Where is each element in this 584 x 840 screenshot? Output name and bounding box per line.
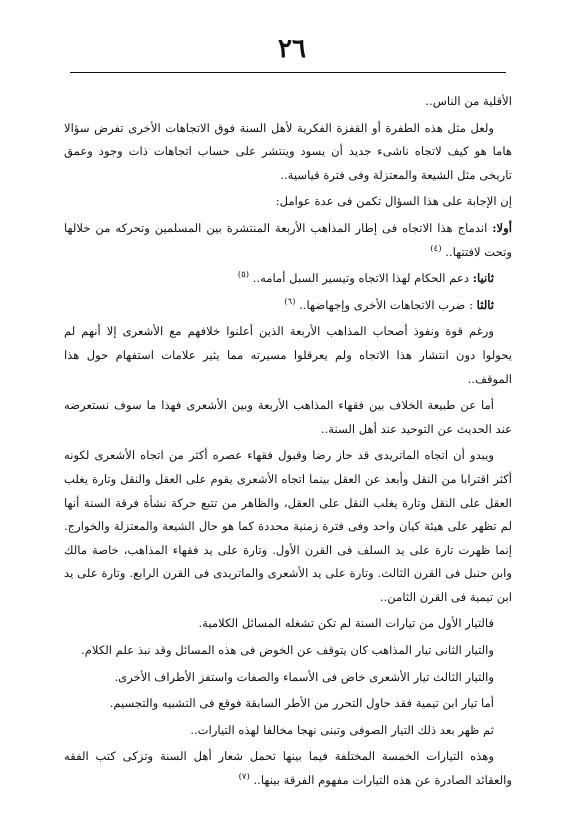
footnote-marker: (٦) [284,296,296,307]
paragraph-text: أما عن طبيعة الخلاف بين فقهاء المذاهب الأربعة وبين الأشعرى فهذا ما سوف نستعرضه عند الحديث عن التوحيد عند أهل السنة.. [64,398,512,436]
paragraph-text: ثم ظهر بعد ذلك التيار الصوفى وتبنى نهجا مخالفا لهذه التيارات.. [190,722,494,737]
paragraph [64,444,512,609]
paragraph-text: اندماج هذا الاتجاه فى إطار المذاهب الأربعة المنتشرة بين المسلمين وتحركه من خلالها وتحت لافتتها.. [64,220,512,259]
paragraph [64,267,512,291]
paragraph [64,639,512,663]
footnote-marker: (٧) [238,772,250,783]
paragraph [64,190,512,214]
paragraph [64,719,512,743]
paragraph [64,217,512,264]
paragraph [64,394,512,441]
paragraph-text: دعم الحكام لهذا الاتجاه وتيسير السبل أمامه.. [252,271,473,286]
paragraph [64,90,512,114]
footnote-marker: (٤) [430,243,442,254]
paragraph-lead: أولا: [492,220,512,235]
paragraph-text: والتيار الثانى تيار المذاهب كان يتوقف عن الخوض فى هذه المسائل وقد نبذ علم الكلام. [81,643,494,658]
paragraph-text: والتيار الثالث تيار الأشعرى خاض فى الأسماء والصفات واستفز الأطراف الأخرى. [114,669,494,684]
paragraph-lead: ثالثا [476,297,494,312]
paragraph-text: ويبدو أن اتجاه الماتريدى قد حاز رضا وقبول فقهاء عصره أكثر من اتجاه الأشعرى لكونه أكثر اقترابا من النقل وأبعد عن العقل بينما اتجاه الأشعرى يقوم على العقل والنقل وتارة يغلب العقل على النقل وتارة يغلب النقل على العقل، والظاهر من تتبع حركة نشأة فرقة السنة أنها لم تظهر على هيئة كيان واحد وفى فترة زمنية محددة كما هو حال الشيعة والمعتزلة والخوارج. إنما ظهرت تارة على يد السلف فى القرن الأول. وتارة على يد فقهاء المذاهب، خاصة مالك وابن حنبل فى القرن الثالث. وتارة على يد الأشعرى والماتريدى فى القرن الرابع. وتارة على يد ابن تيمية فى القرن الثامن.. [64,448,512,604]
paragraph [64,294,512,318]
paragraph-text: أما تيار ابن تيمية فقد حاول التحرر من الأطر السابقة فوقع فى التشبيه والتجسيم. [109,696,494,711]
paragraph-lead: ثانيا: [472,271,494,286]
page-number: ٢٦ [278,34,306,64]
footnote-marker: (٥) [237,270,250,281]
paragraph-text: : ضرب الاتجاهات الأخرى وإجهاضها.. [299,297,477,312]
paragraph-text: فالتيار الأول من تيارات السنة لم تكن تشغله المسائل الكلامية. [198,616,494,631]
header-rule [70,72,506,73]
paragraph-text: الأقلية من الناس.. [425,94,512,108]
paragraph [64,612,512,636]
paragraph [64,320,512,391]
paragraph-text: ولعل مثل هذه الطفرة أو القفزة الفكرية لأهل السنة فوق الاتجاهات الأخرى تفرض سؤالا هاما هو كيف لاتجاه ناشىء جديد أن يسود وينتشر على حساب اتجاهات ذات وجود وعمق تاريخى مثل الشيعة والمعتزلة وفى فترة قياسية.. [64,120,512,182]
paragraph [64,692,512,716]
paragraph-text: إن الإجابة على هذا السؤال تكمن فى عدة عوامل: [275,194,512,209]
paragraph-text: ورغم قوة ونفوذ أصحاب المذاهب الأربعة الذين أعلنوا خلافهم مع الأشعرى إلا أنهم لم يحولوا دون انتشار هذا الاتجاه ولم يعرقلوا مسيرته مما يثير علامات استفهام حول هذا الموقف.. [64,324,512,386]
page-header [0,34,584,64]
paragraph [64,745,512,792]
paragraph-text: وهذه التيارات الخمسة المختلفة فيما بينها تحمل شعار أهل السنة وتزكى كتب الفقه والعقائد الصادرة عن هذه التيارات مفهوم الفرقة بينها.. [64,749,512,788]
paragraph [64,117,512,188]
paragraph [64,666,512,690]
body-text [64,90,512,796]
